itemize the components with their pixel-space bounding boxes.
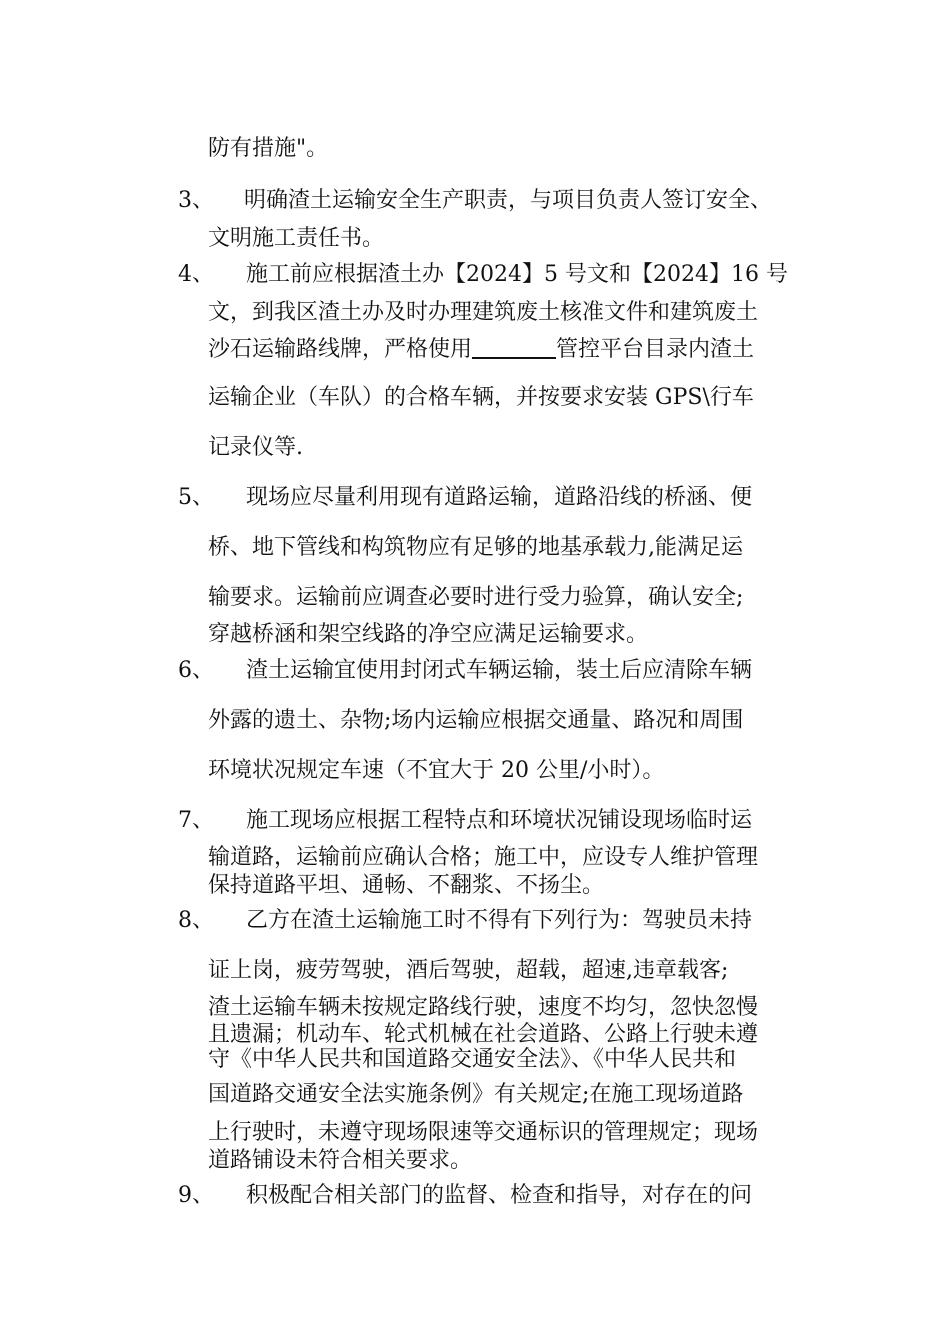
text-line: 输要求。运输前应调查必要时进行受力验算，确认安全; [208, 585, 744, 610]
item-number: 6、 [178, 658, 214, 683]
text-line: 且遗漏；机动车、轮式机械在社会道路、公路上行驶未遵 [208, 1022, 759, 1047]
item-number: 8、 [178, 908, 214, 933]
text-line: 运输企业（车队）的合格车辆，并按要求安装 GPS\行车 [208, 385, 754, 410]
text-line: 输道路，运输前应确认合格；施工中，应设专人维护管理 [208, 845, 759, 870]
text-line: 外露的遗土、杂物;场内运输应根据交通量、路况和周围 [208, 708, 744, 733]
text-segment: 管控平台目录内渣土 [556, 337, 755, 362]
item-number: 9、 [178, 1183, 214, 1208]
text-line: 文明施工责任书。 [208, 226, 385, 251]
text-line: 环境状况规定车速（不宜大于 20 公里/小时）。 [208, 758, 665, 783]
text-line: 明确渣土运输安全生产职责，与项目负责人签订安全、 [244, 188, 773, 213]
text-line: 守《中华人民共和国道路交通安全法》、《中华人民共和 [208, 1047, 737, 1072]
item-number: 7、 [178, 808, 214, 833]
text-line: 现场应尽量利用现有道路运输，道路沿线的桥涵、便 [246, 485, 753, 510]
item-number: 3、 [178, 188, 214, 213]
text-line: 施工现场应根据工程特点和环境状况铺设现场临时运 [246, 808, 753, 833]
text-line: 施工前应根据渣土办【2024】5 号文和【2024】16 号 [246, 262, 788, 287]
text-line: 积极配合相关部门的监督、检查和指导，对存在的问 [246, 1183, 753, 1208]
text-segment: 沙石运输路线牌，严格使用 [208, 337, 473, 362]
text-line: 道路铺设未符合相关要求。 [208, 1148, 473, 1173]
text-line: 穿越桥涵和架空线路的净空应满足运输要求。 [208, 622, 649, 647]
fill-in-blank [472, 335, 556, 359]
text-line: 渣土运输宜使用封闭式车辆运输，装土后应清除车辆 [246, 658, 753, 683]
text-line: 上行驶时，未遵守现场限速等交通标识的管理规定；现场 [208, 1120, 759, 1145]
text-line [208, 335, 754, 365]
item-number: 4、 [178, 262, 214, 287]
text-line: 渣土运输车辆未按规定路线行驶，速度不均匀，忽快忽慢 [208, 995, 759, 1020]
text-line: 桥、地下管线和构筑物应有足够的地基承载力,能满足运 [208, 535, 743, 560]
text-line: 乙方在渣土运输施工时不得有下列行为：驾驶员未持 [246, 908, 753, 933]
text-line: 记录仪等. [208, 435, 303, 460]
text-line: 证上岗，疲劳驾驶，酒后驾驶，超载，超速,违章载客; [208, 958, 729, 983]
item-number: 5、 [178, 485, 214, 510]
text-line: 保持道路平坦、通畅、不翻浆、不扬尘。 [208, 873, 605, 898]
text-line: 国道路交通安全法实施条例》有关规定;在施工现场道路 [208, 1082, 744, 1107]
text-line: 防有措施"。 [208, 136, 329, 161]
text-line: 文，到我区渣土办及时办理建筑废土核准文件和建筑废土 [208, 300, 759, 325]
